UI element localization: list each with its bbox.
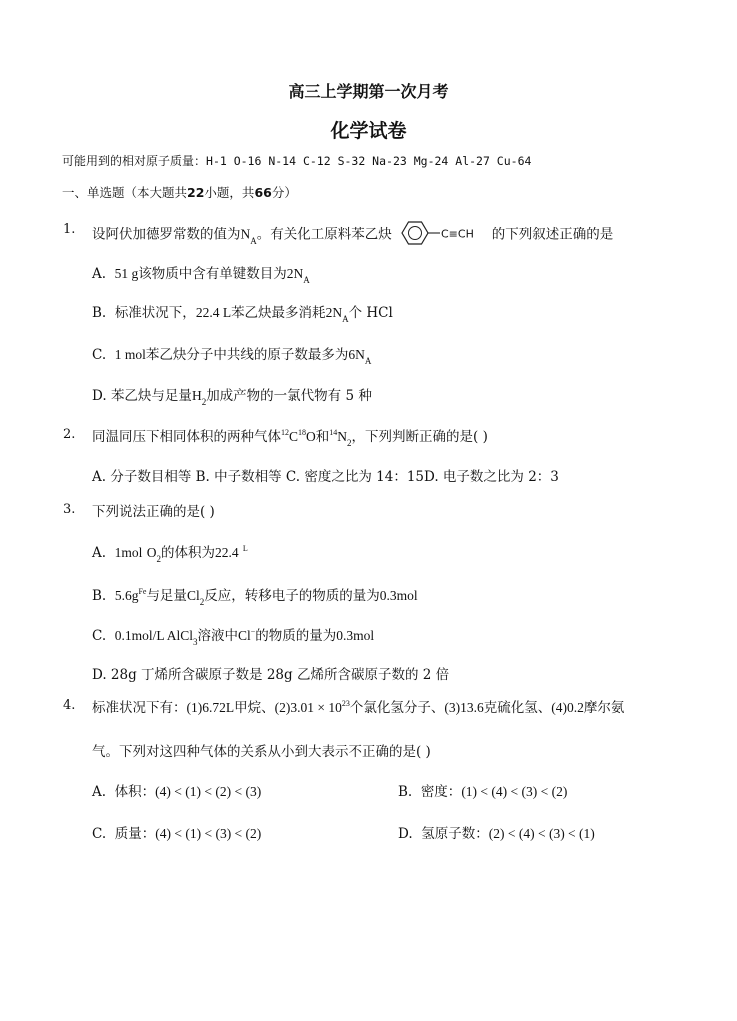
option-b: B. 标准状况下，22.4 L苯乙炔最多消耗$2N_A$个 HCl: [92, 305, 393, 324]
question-1-stem: 设阿伏加德罗常数的值为$N_A$。有关化工原料苯乙炔 C≡CH 的下列叙述正确的是: [92, 220, 613, 250]
exam-subtitle: 化学试卷: [330, 120, 407, 142]
option-b: B. 密度：(1) < (4) < (3) < (2): [398, 784, 568, 800]
option-a: A. 体积：(4) < (1) < (2) < (3): [92, 784, 262, 800]
exam-title: 高三上学期第一次月考: [288, 82, 449, 101]
structure-label: C≡CH: [440, 227, 474, 241]
option-d: D. 28g 丁烯所含碳原子数是 28g 乙烯所含碳原子数的 2 倍: [92, 667, 450, 683]
option-d: D. 氢原子数：(2) < (4) < (3) < (1): [398, 826, 595, 842]
question-number: 4.: [63, 698, 76, 713]
option-c: C. 质量：(4) < (1) < (3) < (2): [92, 826, 262, 842]
atomic-mass-values: H-1 O-16 N-14 C-12 S-32 Na-23 Mg-24 Al-27 Cu-64: [206, 154, 532, 168]
atomic-mass-label: 可能用到的相对原子质量：: [62, 154, 207, 168]
option-c: C. 0.1mol/L AlCl$_3$溶液中Cl−的物质的量为0.3mol: [92, 627, 375, 647]
question-3-stem: 下列说法正确的是( ): [92, 504, 215, 520]
question-number: 3.: [63, 502, 76, 517]
option-d: D. 苯乙炔与足量$H_2$加成产物的一氯代物有 5 种: [92, 388, 372, 407]
question-number: 2.: [63, 427, 76, 442]
option-c: C. 1 mol苯乙炔分子中共线的原子数最多为$6N_A$: [92, 347, 372, 366]
question-2-options: A. 分子数目相等 B. 中子数相等 C. 密度之比为 14：15D. 电子数之比为 2：3: [92, 469, 559, 485]
question-2-stem: 同温同压下相同体积的两种气体$^{12}C^{18}O$和$^{14}N_2$，下列判断正确的是( ): [92, 428, 488, 448]
question-number: 1.: [63, 222, 76, 237]
phenylacetylene-structure: [396, 220, 488, 250]
question-4-stem-line2: 气。下列对这四种气体的关系从小到大表示不正确的是( ): [92, 744, 431, 760]
question-4-stem: 标准状况下有：(1)6.72L甲烷、$(2)3.01 \times 10^{23}$个氯化氢分子、(3)13.6克硫化氢、(4)0.2摩尔氨: [92, 699, 625, 716]
option-b: B. $5.6g^{Fe}$与足量$Cl_2$反应，转移电子的物质的量为0.3mol: [92, 587, 418, 607]
atomic-mass-note: [62, 152, 531, 169]
option-a: A. 51 g该物质中含有单键数目为$2N_A$: [92, 266, 310, 285]
section-heading: 一、单选题（本大题共22小题，共66分）: [62, 185, 297, 200]
option-a: A. 1mol $O_2$的体积为22.4 $^L$: [92, 544, 248, 564]
